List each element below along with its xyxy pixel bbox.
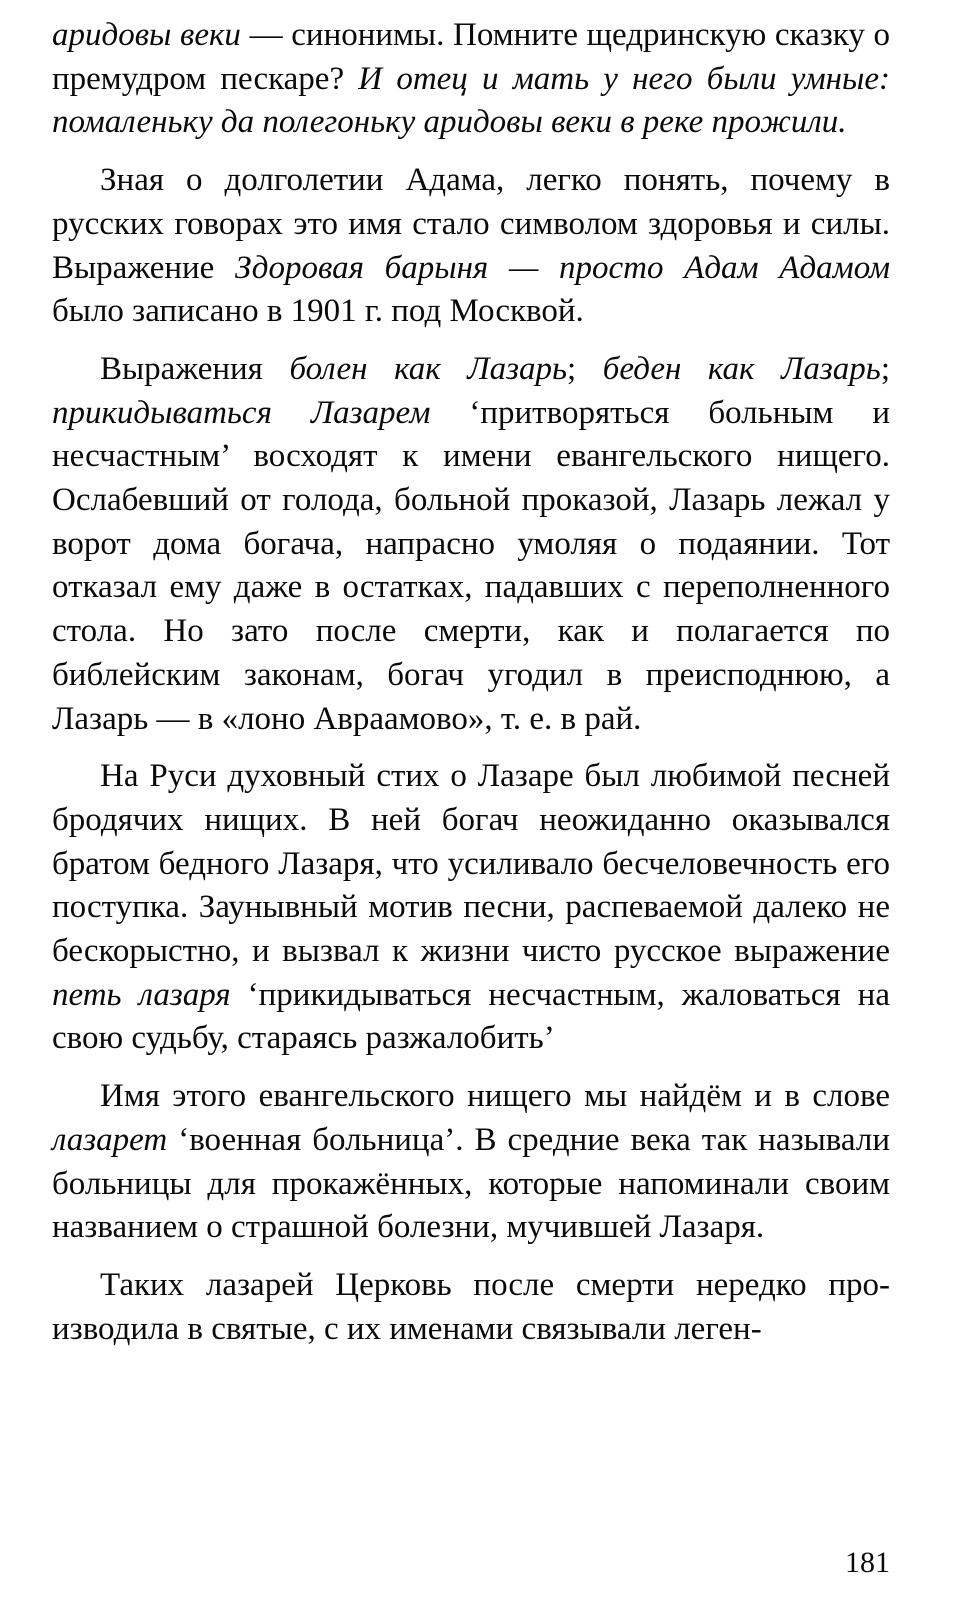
paragraph-text: ‘прикидываться несчастным, жаловаться на свою судьбу, стараясь разжалобить’ <box>52 976 890 1057</box>
paragraph-text: Таких лазарей Церковь после смерти нередко производила в святые, с их именами связывали леген- <box>52 1266 890 1347</box>
paragraph-text: ‘притворяться больным и несчастным’ восходят к имени евангельского нищего. Ослабевший от голода, больной проказой, Лазарь лежал у ворот дома богача, напрасно умоляя о подаянии. Тот отказал ему даже в остатках, падавших с переполненного стола. Но зато после смерти, как и полагается по библейским законам, богач угодил в преисподнюю, а Лазарь — в «лоно Авраамово», т. е. в рай. <box>52 394 890 737</box>
paragraph-text: На Руси духовный стих о Лазаре был любимой песней бродячих нищих. В ней богач неожиданно оказывался братом бедного Лазаря, что усиливало бесчеловечность его поступка. Заунывный мотив песни, распеваемой далеко не бескорыстно, и вызвал к жизни чисто русское выражение <box>52 758 890 970</box>
paragraph-text: Имя этого евангельского нищего мы найдём и в слове <box>100 1078 890 1115</box>
paragraph-text: ; <box>880 350 890 387</box>
paragraph-text: ‘военная больница’. В средние века так называли больницы для прокажённых, которые напоминали своим названием о страшной болезни, мучившей Лазаря. <box>52 1121 890 1246</box>
paragraph-text: Выражения <box>100 350 290 387</box>
italic-expression-prikidyvatsya: прикидываться Лазарем <box>52 394 431 431</box>
italic-expression-pet-lazarya: петь лазаря <box>52 976 231 1013</box>
italic-term-aridovy-veki: аридовы веки <box>52 17 241 53</box>
paragraph-text: Зная о долголетии Адама, легко понять, почему в русских говорах это имя стало символом здоровья и силы. Выражение <box>52 162 890 286</box>
paragraph-lazar-expressions <box>52 348 890 741</box>
paragraph-lazaret <box>52 1075 890 1250</box>
italic-expression-bolen: болен как Лазарь <box>289 350 568 387</box>
page-number: 181 <box>845 1546 890 1579</box>
italic-expression-beden: беден как Лазарь <box>602 350 881 387</box>
paragraph-dukhovny-stikh <box>52 755 890 1061</box>
paragraph-text: — синонимы. Помните щедринскую сказку о премудром пескаре? <box>52 17 890 97</box>
paragraph-aridovy-veki <box>52 14 890 145</box>
italic-expression-adam: Здоровая барыня — просто Адам Адамом <box>235 249 891 286</box>
book-page-text <box>52 14 890 1365</box>
paragraph-adam <box>52 159 890 334</box>
paragraph-text: ; <box>567 350 603 387</box>
paragraph-svyatye <box>52 1264 890 1351</box>
italic-term-lazaret: лазарет <box>52 1121 168 1158</box>
italic-quote-shchedrin: И отец и мать у него были умные: помаленьку да полегоньку аридовы веки в реке прожили. <box>52 60 890 141</box>
paragraph-text: было записано в 1901 г. под Москвой. <box>52 293 584 330</box>
